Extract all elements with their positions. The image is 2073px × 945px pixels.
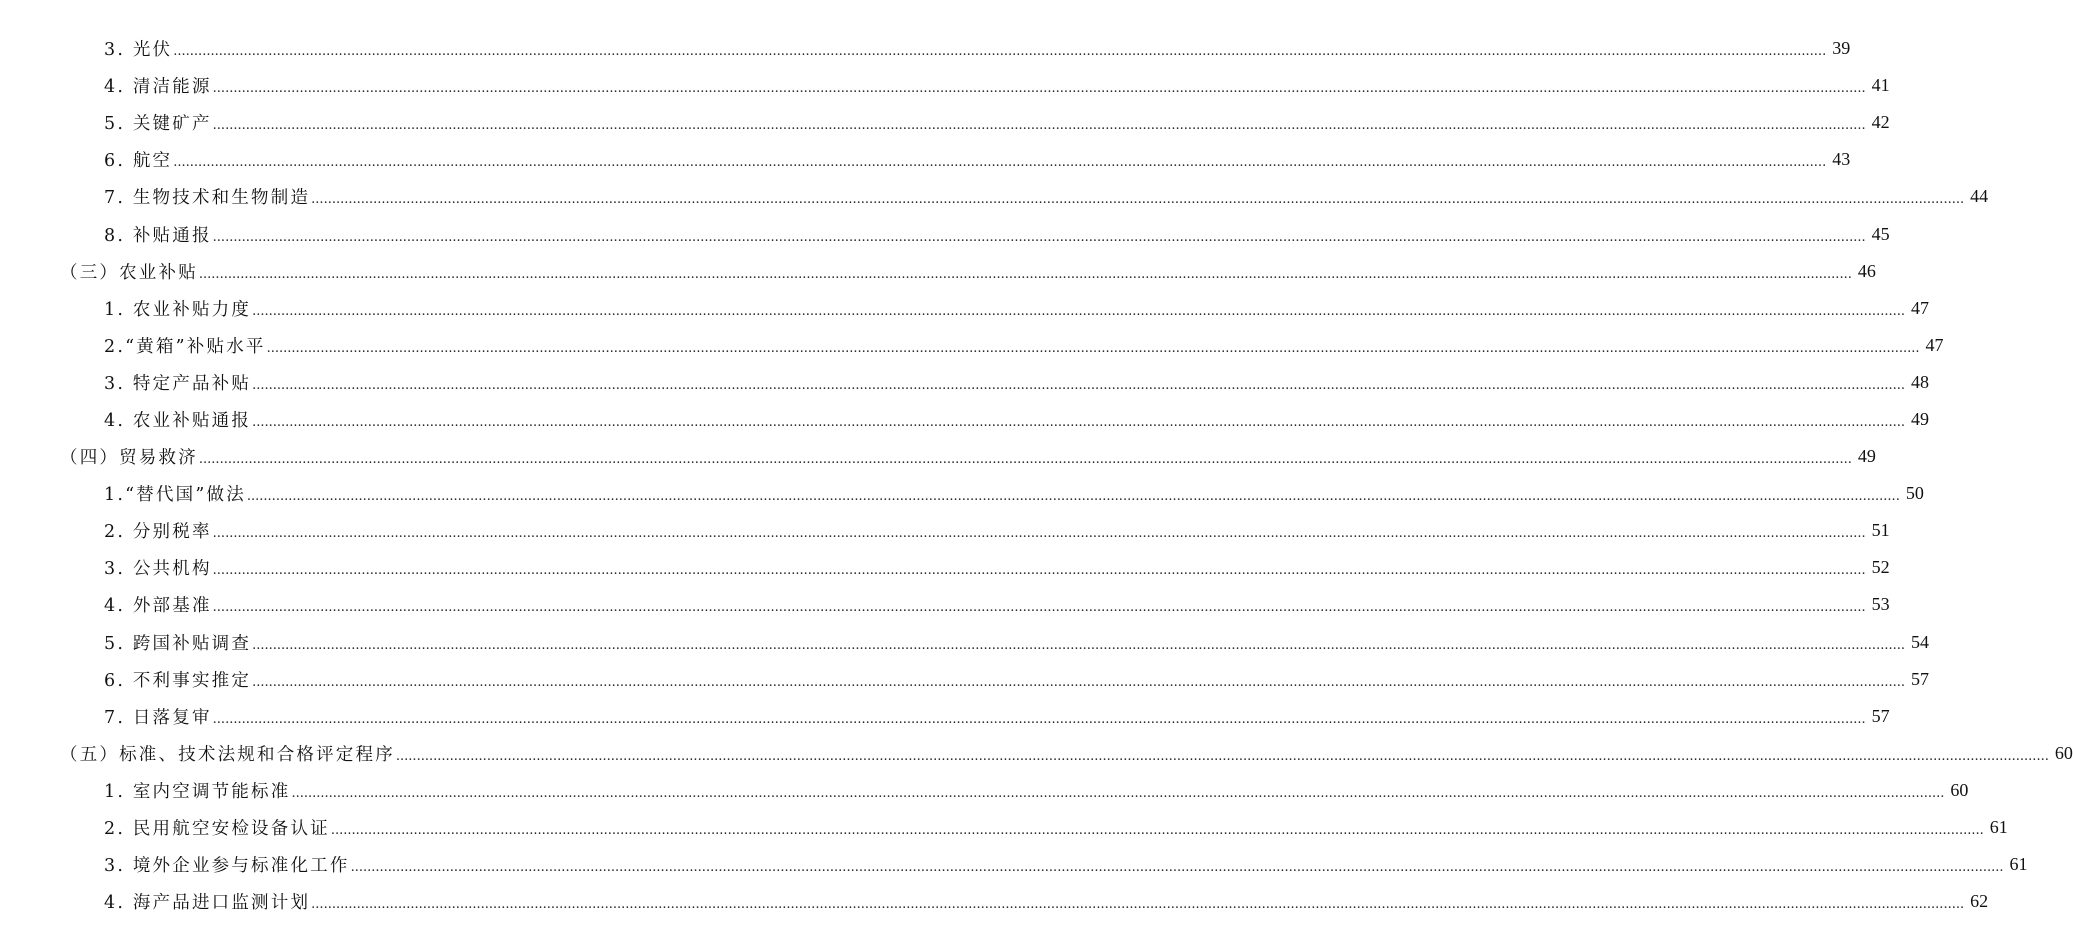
toc-page-number: 47 <box>1925 334 1944 355</box>
toc-page-number: 49 <box>1857 446 1876 467</box>
toc-entry-title: 3. 公共机构 <box>104 559 212 580</box>
toc-entry[interactable] <box>0 549 1890 586</box>
toc-entry-title: 5. 关键矿产 <box>104 114 212 135</box>
toc-entry-title: （三）农业补贴 <box>60 262 198 283</box>
toc-entry-title: 1. 农业补贴力度 <box>104 299 252 320</box>
toc-page-number: 46 <box>1857 260 1876 281</box>
dot-leader: ................................................................................................................................................................................................................................................................................................................................................................................................................ <box>212 118 1866 134</box>
toc-page-number: 39 <box>1832 38 1851 59</box>
dot-leader: ................................................................................................................................................................................................................................................................................................................................................................................................................ <box>173 44 1827 60</box>
toc-entry[interactable] <box>0 401 1929 438</box>
toc-page-number: 53 <box>1871 594 1890 615</box>
toc-entry[interactable] <box>0 809 2008 846</box>
dot-leader: ................................................................................................................................................................................................................................................................................................................................................................................................................ <box>266 340 1920 356</box>
toc-entry[interactable] <box>0 327 1944 364</box>
toc-page-number: 49 <box>1911 408 1929 429</box>
dot-leader: ................................................................................................................................................................................................................................................................................................................................................................................................................ <box>212 563 1866 579</box>
toc-entry-title: 3. 特定产品补贴 <box>104 373 252 394</box>
dot-leader: ................................................................................................................................................................................................................................................................................................................................................................................................................ <box>252 414 1905 430</box>
toc-entry[interactable] <box>0 290 1929 327</box>
toc-entry-title: 4. 海产品进口监测计划 <box>104 893 311 914</box>
toc-page-number: 51 <box>1871 520 1890 541</box>
toc-page-number: 54 <box>1911 631 1929 652</box>
dot-leader: ................................................................................................................................................................................................................................................................................................................................................................................................................ <box>212 526 1866 542</box>
toc-section-entry[interactable] <box>0 438 1876 475</box>
dot-leader: ................................................................................................................................................................................................................................................................................................................................................................................................................ <box>212 711 1866 727</box>
toc-entry[interactable] <box>0 624 1929 661</box>
toc-entry[interactable] <box>0 883 1989 920</box>
toc-section-entry[interactable] <box>0 253 1876 290</box>
dot-leader: ................................................................................................................................................................................................................................................................................................................................................................................................................ <box>212 600 1866 616</box>
toc-page-number: 62 <box>1970 891 1989 912</box>
dot-leader: ................................................................................................................................................................................................................................................................................................................................................................................................................ <box>311 897 1965 913</box>
toc-entry-title: 2. 民用航空安检设备认证 <box>104 819 330 840</box>
toc-entry-title: 4. 清洁能源 <box>104 77 212 98</box>
toc-page-number: 48 <box>1911 371 1929 392</box>
toc-page-number: 42 <box>1871 112 1890 133</box>
toc-page-number: 57 <box>1871 705 1890 726</box>
toc-entry[interactable] <box>0 772 1969 809</box>
toc-page-number: 61 <box>2009 854 2028 875</box>
toc-entry-title: 4. 外部基准 <box>104 596 212 617</box>
toc-entry[interactable] <box>0 178 1989 215</box>
dot-leader: ................................................................................................................................................................................................................................................................................................................................................................................................................ <box>395 748 2049 764</box>
toc-entry-title: 1. 室内空调节能标准 <box>104 781 291 802</box>
dot-leader: ................................................................................................................................................................................................................................................................................................................................................................................................................ <box>246 489 1900 505</box>
toc-entry-title: 4. 农业补贴通报 <box>104 410 252 431</box>
toc-page-number: 60 <box>1950 779 1969 800</box>
toc-entry[interactable] <box>0 586 1890 623</box>
toc-entry-title: 8. 补贴通报 <box>104 225 212 246</box>
toc-entry[interactable] <box>0 141 1851 178</box>
toc-entry-title: 3. 光伏 <box>104 40 173 61</box>
toc-entry[interactable] <box>0 475 1924 512</box>
toc-entry-title: 7. 生物技术和生物制造 <box>104 188 311 209</box>
toc-entry[interactable] <box>0 698 1890 735</box>
toc-page-number: 45 <box>1871 223 1890 244</box>
toc-page-number: 60 <box>2054 742 2073 763</box>
table-of-contents <box>0 30 2073 920</box>
toc-entry[interactable] <box>0 661 1929 698</box>
toc-entry-title: 2. 分别税率 <box>104 522 212 543</box>
toc-page-number: 41 <box>1871 75 1890 96</box>
dot-leader: ................................................................................................................................................................................................................................................................................................................................................................................................................ <box>330 823 1984 839</box>
toc-entry-title: 5. 跨国补贴调查 <box>104 633 252 654</box>
toc-entry-title: （五）标准、技术法规和合格评定程序 <box>60 744 395 765</box>
dot-leader: ................................................................................................................................................................................................................................................................................................................................................................................................................ <box>311 192 1965 208</box>
toc-entry[interactable] <box>0 846 2028 883</box>
toc-entry-title: 6. 不利事实推定 <box>104 670 252 691</box>
toc-entry[interactable] <box>0 67 1890 104</box>
toc-entry[interactable] <box>0 215 1890 252</box>
toc-page-number: 50 <box>1905 483 1924 504</box>
toc-entry[interactable] <box>0 104 1890 141</box>
dot-leader: ................................................................................................................................................................................................................................................................................................................................................................................................................ <box>198 266 1852 282</box>
toc-entry-title: （四）贸易救济 <box>60 448 198 469</box>
toc-entry[interactable] <box>0 512 1890 549</box>
dot-leader: ................................................................................................................................................................................................................................................................................................................................................................................................................ <box>252 377 1905 393</box>
dot-leader: ................................................................................................................................................................................................................................................................................................................................................................................................................ <box>212 229 1866 245</box>
dot-leader: ................................................................................................................................................................................................................................................................................................................................................................................................................ <box>291 785 1945 801</box>
toc-entry[interactable] <box>0 30 1851 67</box>
toc-page-number: 47 <box>1911 297 1929 318</box>
dot-leader: ................................................................................................................................................................................................................................................................................................................................................................................................................ <box>173 155 1827 171</box>
dot-leader: ................................................................................................................................................................................................................................................................................................................................................................................................................ <box>252 303 1905 319</box>
toc-section-entry[interactable] <box>0 735 2073 772</box>
dot-leader: ................................................................................................................................................................................................................................................................................................................................................................................................................ <box>212 81 1866 97</box>
dot-leader: ................................................................................................................................................................................................................................................................................................................................................................................................................ <box>252 674 1905 690</box>
toc-page-number: 52 <box>1871 557 1890 578</box>
toc-entry-title: 2.“黄箱”补贴水平 <box>104 336 266 357</box>
toc-page-number: 57 <box>1911 668 1929 689</box>
toc-page-number: 43 <box>1832 149 1851 170</box>
dot-leader: ................................................................................................................................................................................................................................................................................................................................................................................................................ <box>198 452 1852 468</box>
toc-entry-title: 3. 境外企业参与标准化工作 <box>104 856 350 877</box>
toc-entry-title: 6. 航空 <box>104 151 173 172</box>
dot-leader: ................................................................................................................................................................................................................................................................................................................................................................................................................ <box>350 860 2004 876</box>
toc-page-number: 61 <box>1989 817 2008 838</box>
dot-leader: ................................................................................................................................................................................................................................................................................................................................................................................................................ <box>252 637 1905 653</box>
toc-entry[interactable] <box>0 364 1929 401</box>
toc-page-number: 44 <box>1970 186 1989 207</box>
toc-entry-title: 1.“替代国”做法 <box>104 485 246 506</box>
toc-entry-title: 7. 日落复审 <box>104 707 212 728</box>
